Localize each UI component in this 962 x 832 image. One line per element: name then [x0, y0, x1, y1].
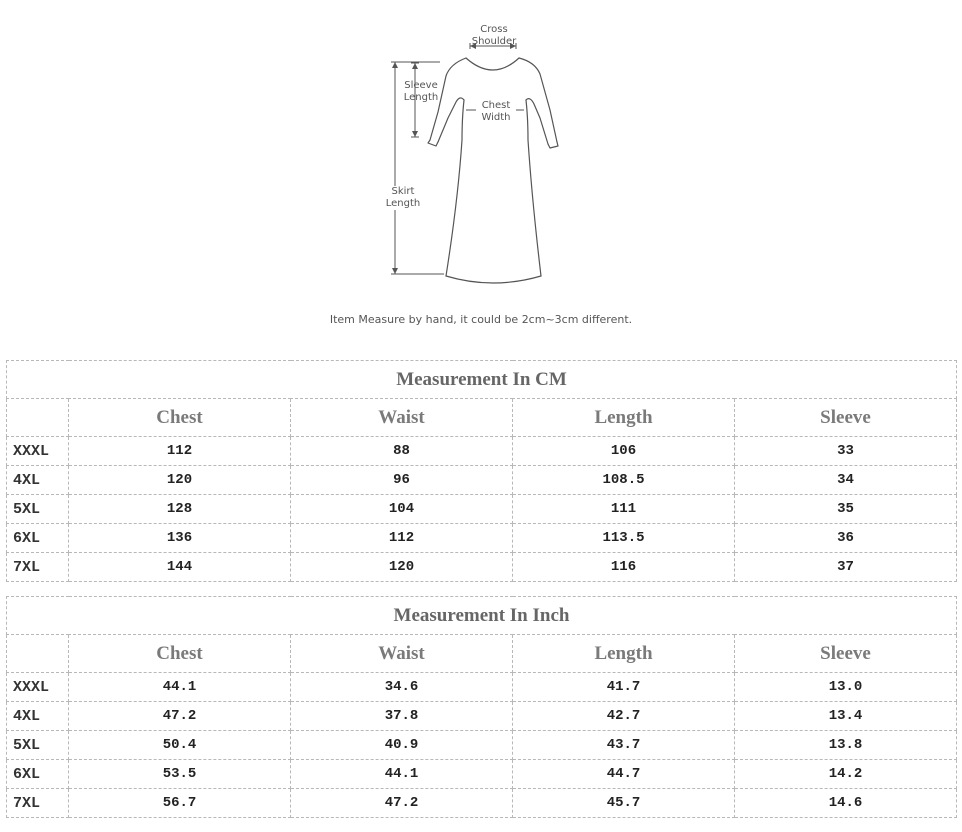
- value-cell: 50.4: [69, 731, 291, 760]
- table-row: [7, 437, 957, 466]
- value-cell: 113.5: [513, 524, 735, 553]
- value-cell: 13.8: [735, 731, 957, 760]
- table-row: [7, 524, 957, 553]
- value-cell: 47.2: [69, 702, 291, 731]
- value-cell: 44.1: [291, 760, 513, 789]
- value-cell: 33: [735, 437, 957, 466]
- value-cell: 112: [69, 437, 291, 466]
- table-row: [7, 553, 957, 582]
- header-cell: Length: [513, 399, 735, 437]
- value-cell: 43.7: [513, 731, 735, 760]
- size-cell: 4XL: [7, 702, 69, 731]
- table-title: Measurement In Inch: [7, 597, 957, 635]
- dress-illustration: [0, 0, 962, 345]
- cross-shoulder-label: Cross Shoulder: [471, 24, 517, 47]
- value-cell: 37.8: [291, 702, 513, 731]
- header-cell: Sleeve: [735, 399, 957, 437]
- header-cell: Sleeve: [735, 635, 957, 673]
- value-cell: 116: [513, 553, 735, 582]
- header-cell: Length: [513, 635, 735, 673]
- chest-width-label: Chest Width: [476, 100, 516, 124]
- value-cell: 13.4: [735, 702, 957, 731]
- value-cell: 120: [69, 466, 291, 495]
- value-cell: 44.7: [513, 760, 735, 789]
- value-cell: 40.9: [291, 731, 513, 760]
- table-row: [7, 673, 957, 702]
- measurement-diagram: [0, 0, 962, 345]
- value-cell: 144: [69, 553, 291, 582]
- value-cell: 111: [513, 495, 735, 524]
- header-cell: Waist: [291, 399, 513, 437]
- value-cell: 14.2: [735, 760, 957, 789]
- size-cell: 5XL: [7, 495, 69, 524]
- header-cell: Waist: [291, 635, 513, 673]
- table-title: Measurement In CM: [7, 361, 957, 399]
- value-cell: 120: [291, 553, 513, 582]
- size-cell: 5XL: [7, 731, 69, 760]
- table-row: [7, 789, 957, 818]
- header-row: [7, 399, 957, 437]
- value-cell: 112: [291, 524, 513, 553]
- header-cell: [7, 635, 69, 673]
- value-cell: 44.1: [69, 673, 291, 702]
- size-cell: XXXL: [7, 673, 69, 702]
- table-row: [7, 495, 957, 524]
- header-cell: [7, 399, 69, 437]
- size-cell: 6XL: [7, 524, 69, 553]
- value-cell: 36: [735, 524, 957, 553]
- value-cell: 35: [735, 495, 957, 524]
- table-row: [7, 702, 957, 731]
- value-cell: 45.7: [513, 789, 735, 818]
- value-cell: 42.7: [513, 702, 735, 731]
- cm-size-table: [6, 360, 957, 582]
- header-cell: Chest: [69, 635, 291, 673]
- value-cell: 108.5: [513, 466, 735, 495]
- value-cell: 34: [735, 466, 957, 495]
- inch-size-table: [6, 596, 957, 818]
- table-row: [7, 731, 957, 760]
- table-row: [7, 466, 957, 495]
- sleeve-length-label: Sleeve Length: [403, 80, 439, 103]
- value-cell: 13.0: [735, 673, 957, 702]
- value-cell: 37: [735, 553, 957, 582]
- value-cell: 106: [513, 437, 735, 466]
- value-cell: 34.6: [291, 673, 513, 702]
- value-cell: 56.7: [69, 789, 291, 818]
- size-cell: XXXL: [7, 437, 69, 466]
- value-cell: 128: [69, 495, 291, 524]
- table-row: [7, 760, 957, 789]
- header-cell: Chest: [69, 399, 291, 437]
- value-cell: 41.7: [513, 673, 735, 702]
- size-cell: 4XL: [7, 466, 69, 495]
- value-cell: 136: [69, 524, 291, 553]
- size-cell: 7XL: [7, 553, 69, 582]
- size-cell: 7XL: [7, 789, 69, 818]
- skirt-length-label: Skirt Length: [380, 186, 426, 210]
- size-cell: 6XL: [7, 760, 69, 789]
- value-cell: 14.6: [735, 789, 957, 818]
- value-cell: 96: [291, 466, 513, 495]
- value-cell: 88: [291, 437, 513, 466]
- measure-note: Item Measure by hand, it could be 2cm~3cm different.: [329, 313, 633, 326]
- value-cell: 104: [291, 495, 513, 524]
- value-cell: 47.2: [291, 789, 513, 818]
- value-cell: 53.5: [69, 760, 291, 789]
- header-row: [7, 635, 957, 673]
